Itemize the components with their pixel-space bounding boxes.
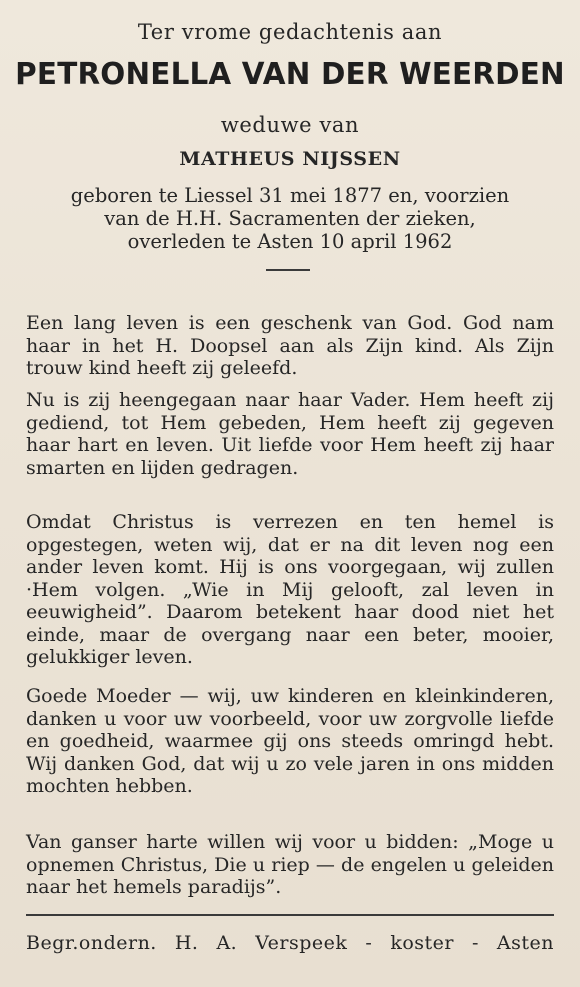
undertaker-footer: Begr.ondern. H. A. Verspeek - koster - Asten	[26, 932, 554, 954]
dates-line: geboren te Liessel 31 mei 1877 en, voorzien	[70, 184, 510, 207]
intro-line: Ter vrome gedachtenis aan	[137, 20, 443, 44]
birth-death-details	[0, 184, 580, 253]
dates-line: overleden te Asten 10 april 1962	[127, 230, 453, 253]
widow-of-line: weduwe van	[220, 113, 360, 137]
paragraph-return-to-father: Nu is zij heengegaan naar haar Vader. Hem heeft zij gediend, tot Hem gebeden, Hem heeft zij gegeven haar hart en leven. Uit liefde voor Hem heeft zij haar smarten en lijden gedragen.	[26, 389, 554, 479]
paragraph-thanks-mother: Goede Moeder — wij, uw kinderen en kleinkinderen, danken u voor uw voorbeeld, voor uw zorgvolle liefde en goedheid, waarmee gij ons steeds omringd hebt. Wij danken God, dat wij u zo vele jaren in ons midden mochten hebben.	[26, 685, 554, 797]
husband-name: MATHEUS NIJSSEN	[179, 148, 401, 170]
dates-line: van de H.H. Sacramenten der zieken,	[104, 207, 476, 230]
short-divider	[266, 269, 310, 271]
footer-divider	[26, 914, 554, 916]
paragraph-resurrection: Omdat Christus is verrezen en ten hemel is opgestegen, weten wij, dat er na dit leven nog een ander leven komt. Hij is ons voorgegaan, wij zullen ·Hem volgen. „Wie in Mij gelooft, zal leven in eeuwigheid”. Daarom betekent haar dood niet het einde, maar de overgang naar een beter, mooier, gelukkiger leven.	[26, 511, 554, 668]
paragraph-prayer: Van ganser harte willen wij voor u bidden: „Moge u opnemen Christus, Die u riep — de engelen u geleiden naar het hemels paradijs”.	[26, 831, 554, 898]
paragraph-gift-of-life: Een lang leven is een geschenk van God. God nam haar in het H. Doopsel aan als Zijn kind. Als Zijn trouw kind heeft zij geleefd.	[26, 312, 554, 379]
deceased-name: PETRONELLA VAN DER WEERDEN	[15, 57, 565, 92]
